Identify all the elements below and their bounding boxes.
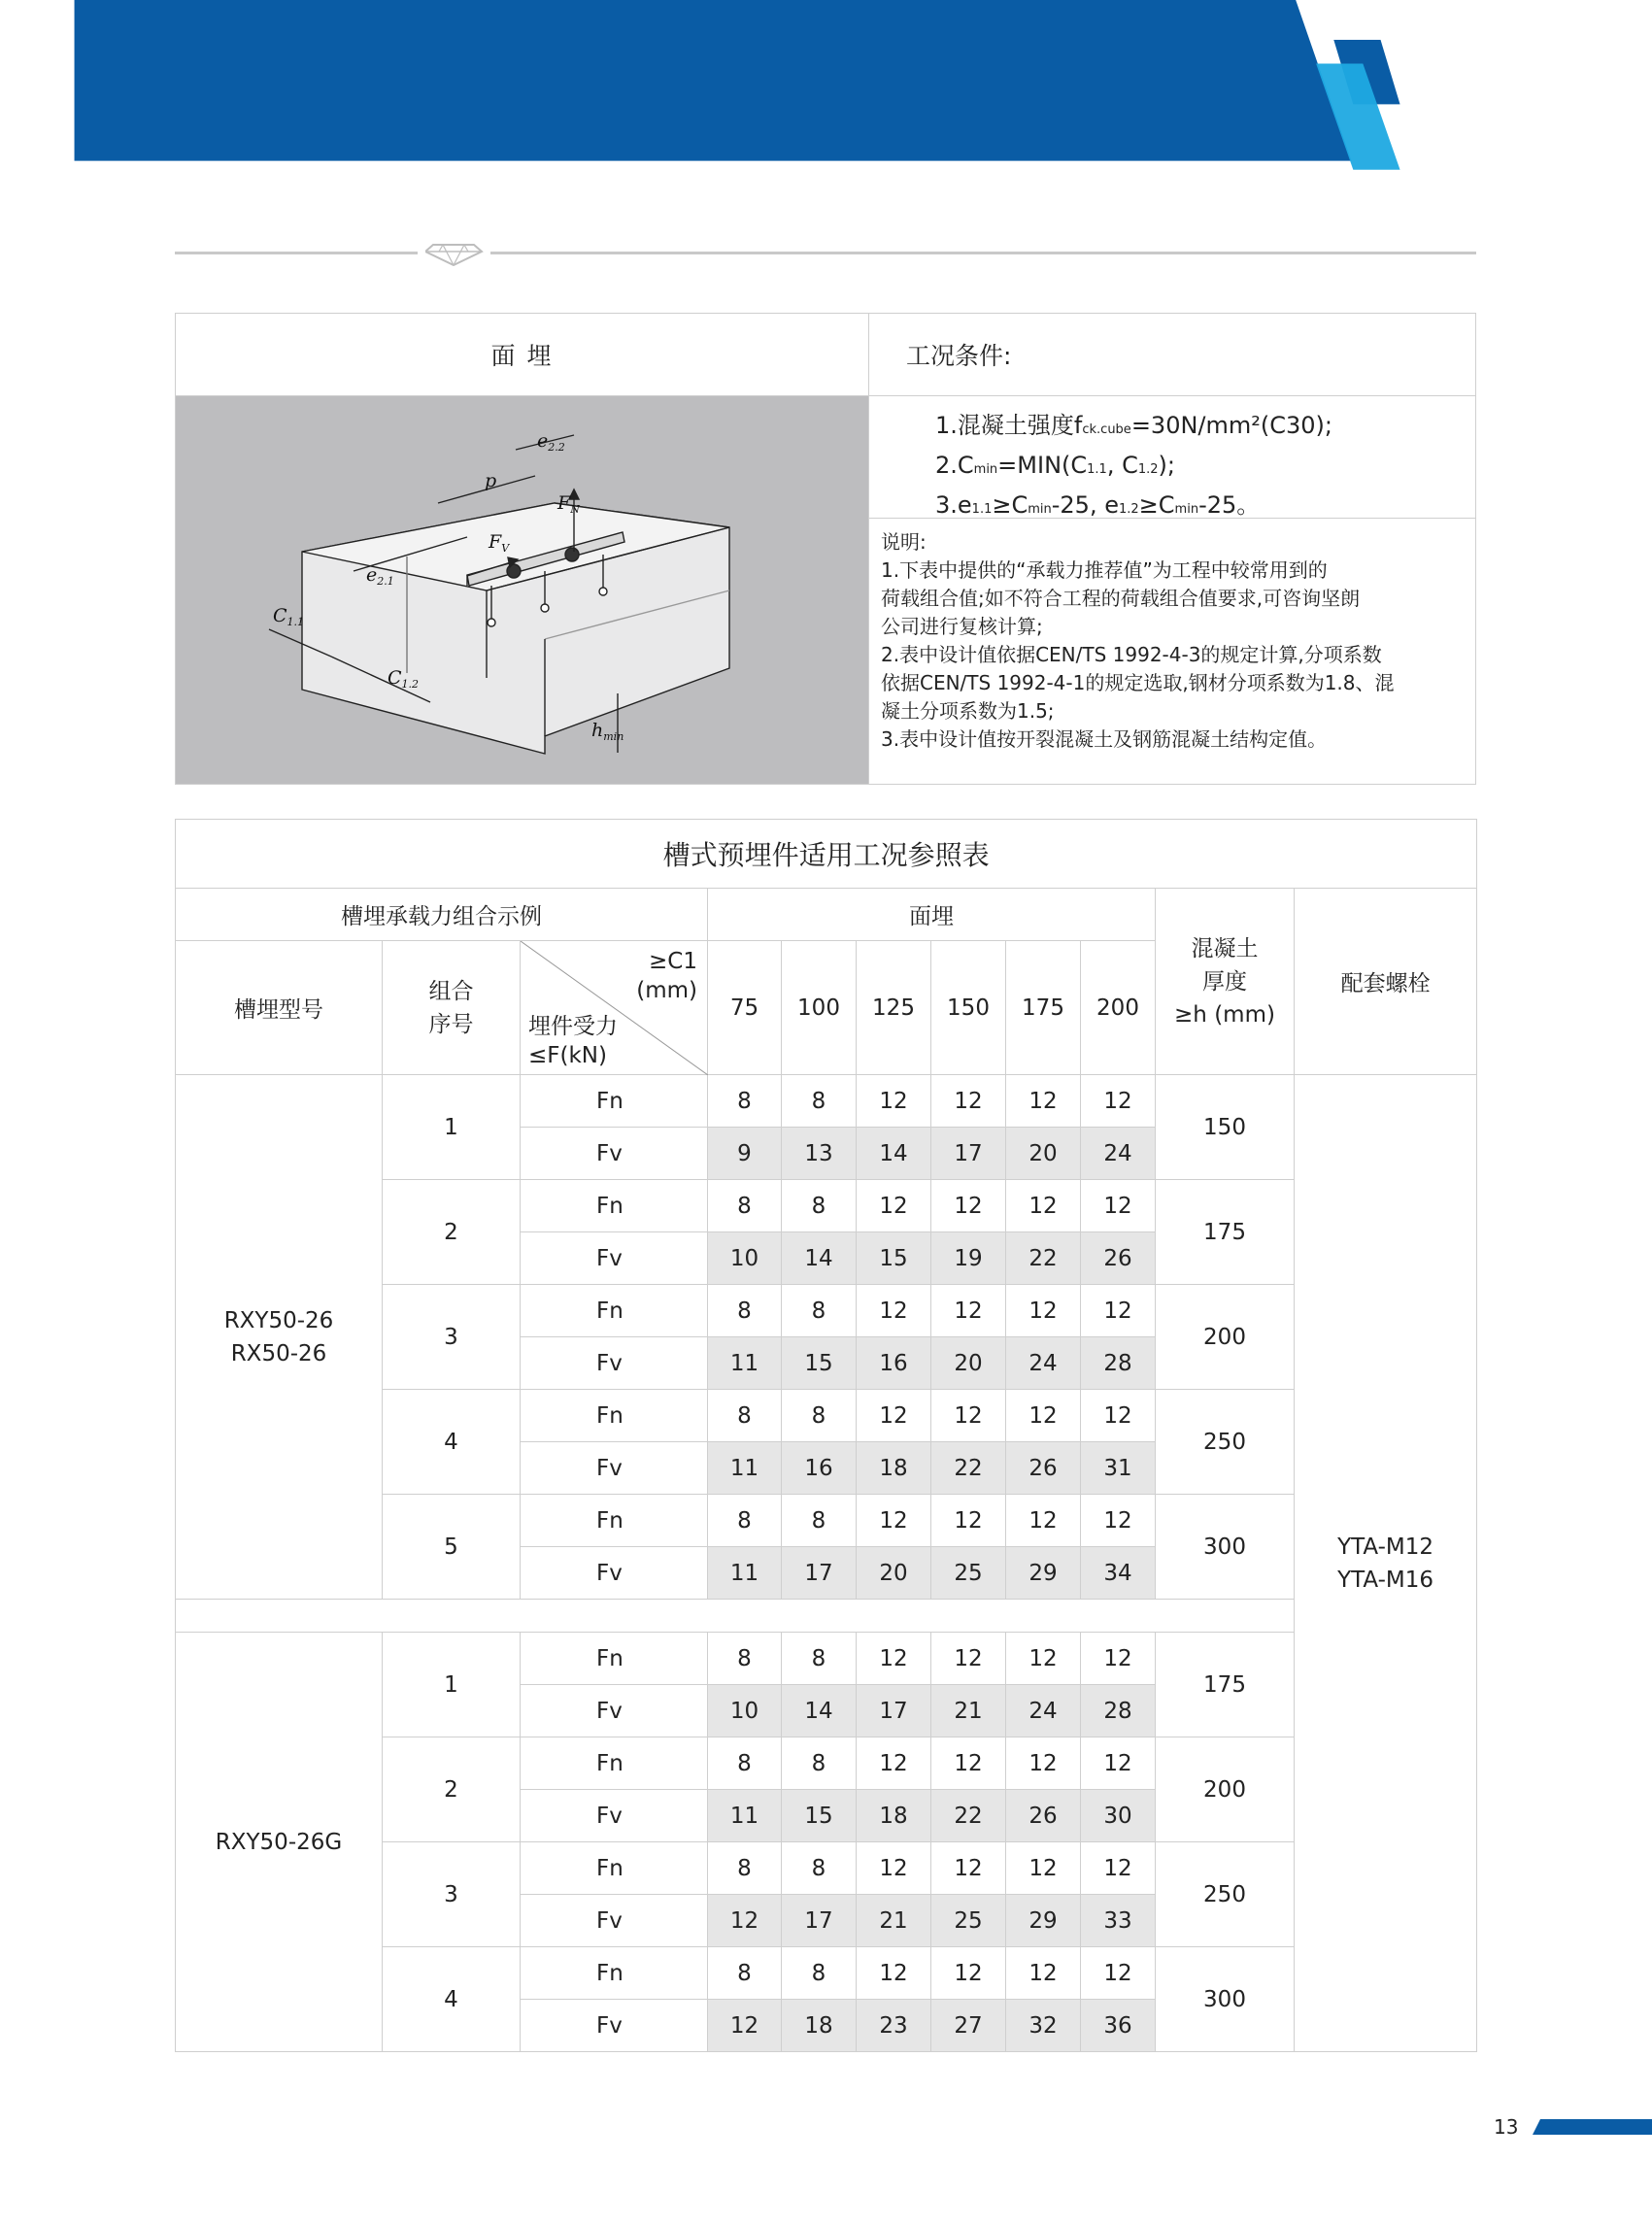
diamond-icon [425,241,484,266]
fn-value-cell: 12 [1006,1180,1081,1232]
combo-no-cell: 4 [383,1390,521,1495]
fn-label-cell: Fn [521,1842,708,1895]
fn-value-cell: 12 [931,1633,1006,1685]
fn-value-cell: 12 [1006,1947,1081,2000]
fn-value-cell: 8 [782,1285,857,1337]
fv-value-cell: 14 [782,1232,857,1285]
section-divider [175,241,1476,264]
fv-label-cell: Fv [521,1685,708,1737]
conditions-title: 工况条件: [869,314,1475,396]
c12-label: $C_{1.2}$ [388,667,420,691]
fn-value-cell: 8 [708,1842,782,1895]
concrete-thickness-cell: 150 [1156,1075,1295,1180]
fn-value-cell: 12 [931,1842,1006,1895]
fn-value-cell: 12 [931,1947,1006,2000]
fv-label-cell: Fv [521,1895,708,1947]
fn-value-cell: 12 [857,1075,931,1128]
fn-value-cell: 8 [782,1180,857,1232]
fn-value-cell: 12 [1006,1842,1081,1895]
fn-value-cell: 12 [1006,1285,1081,1337]
concrete-thickness-cell: 200 [1156,1737,1295,1842]
fn-value-cell: 8 [782,1075,857,1128]
fn-value-cell: 8 [782,1947,857,2000]
fv-value-cell: 28 [1081,1337,1156,1390]
model-name: RXY50-26G [215,1829,343,1855]
hmin-label: $h_{min}$ [591,720,624,743]
header-c1-value: 200 [1081,941,1156,1075]
fn-value-cell: 12 [1081,1842,1156,1895]
header-c1-unit: (mm) [636,978,697,1003]
header-c1-value: 175 [1006,941,1081,1075]
header-c1-value: 100 [782,941,857,1075]
fn-value-cell: 12 [1081,1180,1156,1232]
fn-label: $F_N$ [557,492,580,516]
fn-value-cell: 12 [1081,1285,1156,1337]
combo-no-cell: 1 [383,1633,521,1737]
table-row [176,1075,1477,1128]
concrete-thickness-cell: 250 [1156,1842,1295,1947]
header-diagonal-cell [521,941,708,1075]
concrete-thickness-cell: 200 [1156,1285,1295,1390]
fv-value-cell: 12 [708,1895,782,1947]
fv-value-cell: 32 [1006,2000,1081,2052]
header-force: 埋件受力 [528,1014,618,1039]
notes [869,519,1475,784]
group-spacer-row [176,1600,1477,1633]
fv-label-cell: Fv [521,1790,708,1842]
bolt-name: YTA-M12 [1337,1534,1434,1560]
table-row [176,1633,1477,1685]
fn-value-cell: 12 [931,1285,1006,1337]
fv-value-cell: 10 [708,1232,782,1285]
header-c1: ≥C1 [649,949,697,974]
header-concrete-thickness: 混凝土 厚度 ≥h (mm) [1156,889,1295,1075]
note-line: 1.下表中提供的“承载力推荐值”为工程中较常用到的 [881,558,1328,582]
header-c1-value: 150 [931,941,1006,1075]
fv-value-cell: 11 [708,1790,782,1842]
install-type-title: 面 埋 [176,314,869,396]
note-line: 凝土分项系数为1.5; [881,699,1055,723]
fn-value-cell: 12 [931,1737,1006,1790]
fv-value-cell: 14 [857,1128,931,1180]
fv-value-cell: 30 [1081,1790,1156,1842]
fv-value-cell: 12 [708,2000,782,2052]
fn-label-cell: Fn [521,1285,708,1337]
fn-value-cell: 12 [1081,1495,1156,1547]
fv-value-cell: 17 [931,1128,1006,1180]
fv-value-cell: 11 [708,1337,782,1390]
concrete-thickness-cell: 175 [1156,1633,1295,1737]
fn-value-cell: 12 [857,1737,931,1790]
fv-value-cell: 13 [782,1128,857,1180]
fn-label-cell: Fn [521,1495,708,1547]
fv-value-cell: 29 [1006,1547,1081,1600]
installation-diagram [176,396,869,784]
fv-value-cell: 20 [931,1337,1006,1390]
fv-value-cell: 9 [708,1128,782,1180]
fn-value-cell: 8 [782,1633,857,1685]
fn-value-cell: 12 [857,1390,931,1442]
fv-value-cell: 33 [1081,1895,1156,1947]
fv-value-cell: 24 [1006,1337,1081,1390]
fn-value-cell: 8 [708,1633,782,1685]
fv-label-cell: Fv [521,2000,708,2052]
fv-value-cell: 23 [857,2000,931,2052]
anchor-channel-drawing [176,396,867,784]
fv-value-cell: 11 [708,1547,782,1600]
fn-value-cell: 12 [857,1633,931,1685]
combo-no-cell: 5 [383,1495,521,1600]
fv-value-cell: 31 [1081,1442,1156,1495]
combo-no-cell: 2 [383,1180,521,1285]
concrete-thickness-cell: 300 [1156,1495,1295,1600]
combo-no-cell: 1 [383,1075,521,1180]
combo-no-cell: 2 [383,1737,521,1842]
e22-label: $e_{2.2}$ [537,430,565,454]
fn-value-cell: 12 [931,1495,1006,1547]
header-force-unit: ≤F(kN) [528,1043,607,1068]
model-cell [176,1633,383,2052]
fn-value-cell: 8 [782,1737,857,1790]
combo-no-cell: 4 [383,1947,521,2052]
header-c1-value: 75 [708,941,782,1075]
fv-value-cell: 15 [782,1790,857,1842]
note-line: 依据CEN/TS 1992-4-1的规定选取,钢材分项系数为1.8、混 [881,671,1395,694]
fn-value-cell: 12 [931,1180,1006,1232]
table-caption: 槽式预埋件适用工况参照表 [176,820,1477,889]
fn-value-cell: 12 [1081,1390,1156,1442]
fn-value-cell: 12 [857,1495,931,1547]
fn-value-cell: 8 [708,1180,782,1232]
fn-value-cell: 8 [708,1390,782,1442]
concrete-thickness-cell: 175 [1156,1180,1295,1285]
header-bolt: 配套螺栓 [1295,889,1477,1075]
e21-label: $e_{2.1}$ [366,564,394,588]
fv-value-cell: 22 [931,1790,1006,1842]
fn-value-cell: 12 [1081,1737,1156,1790]
fv-value-cell: 26 [1006,1790,1081,1842]
fv-label: $F_V$ [489,531,510,555]
fn-label-cell: Fn [521,1737,708,1790]
fn-value-cell: 12 [1081,1075,1156,1128]
fv-value-cell: 29 [1006,1895,1081,1947]
fv-value-cell: 10 [708,1685,782,1737]
condition-3: 3.e1.1≥Cmin-25, e1.2≥Cmin-25。 [935,491,1261,519]
fv-value-cell: 20 [1006,1128,1081,1180]
fn-value-cell: 12 [857,1285,931,1337]
fv-label-cell: Fv [521,1337,708,1390]
fv-value-cell: 21 [857,1895,931,1947]
fn-value-cell: 8 [708,1947,782,2000]
fv-value-cell: 24 [1006,1685,1081,1737]
fv-value-cell: 28 [1081,1685,1156,1737]
footer-bar [1533,2119,1652,2135]
fv-value-cell: 36 [1081,2000,1156,2052]
fv-value-cell: 19 [931,1232,1006,1285]
p-label: p [485,470,497,491]
page-footer [0,2115,1652,2144]
model-cell [176,1075,383,1600]
fv-value-cell: 18 [857,1790,931,1842]
fv-value-cell: 18 [857,1442,931,1495]
bolt-name: YTA-M16 [1337,1567,1434,1593]
fn-value-cell: 8 [708,1495,782,1547]
fn-value-cell: 8 [708,1075,782,1128]
fv-value-cell: 18 [782,2000,857,2052]
fn-value-cell: 12 [1006,1737,1081,1790]
fn-value-cell: 8 [782,1842,857,1895]
header-combo-example: 槽埋承载力组合示例 [176,889,708,941]
conditions-list [869,396,1475,519]
fn-label-cell: Fn [521,1390,708,1442]
fv-value-cell: 22 [931,1442,1006,1495]
fn-label-cell: Fn [521,1075,708,1128]
fv-value-cell: 24 [1081,1128,1156,1180]
header-surface: 面埋 [708,889,1156,941]
bolt-cell [1295,1075,1477,2052]
note-line: 3.表中设计值按开裂混凝土及钢筋混凝土结构定值。 [881,727,1328,751]
fn-label-cell: Fn [521,1633,708,1685]
group-spacer [176,1600,1295,1633]
concrete-thickness-cell: 300 [1156,1947,1295,2052]
fv-value-cell: 11 [708,1442,782,1495]
fn-value-cell: 8 [708,1737,782,1790]
fn-value-cell: 12 [857,1842,931,1895]
fn-value-cell: 12 [1006,1495,1081,1547]
fv-value-cell: 25 [931,1547,1006,1600]
fv-value-cell: 26 [1081,1232,1156,1285]
fv-value-cell: 16 [857,1337,931,1390]
fv-value-cell: 34 [1081,1547,1156,1600]
fn-value-cell: 12 [1006,1390,1081,1442]
fv-value-cell: 16 [782,1442,857,1495]
fv-value-cell: 21 [931,1685,1006,1737]
header-model: 槽埋型号 [176,941,383,1075]
fv-label-cell: Fv [521,1442,708,1495]
fv-value-cell: 15 [857,1232,931,1285]
note-line: 荷载组合值;如不符合工程的荷载组合值要求,可咨询坚朗 [881,587,1361,610]
header-c1-value: 125 [857,941,931,1075]
model-name: RX50-26 [230,1340,327,1366]
fv-value-cell: 14 [782,1685,857,1737]
fn-value-cell: 12 [931,1075,1006,1128]
condition-2: 2.Cmin=MIN(C1.1, C1.2); [935,452,1175,479]
installation-info-panel [175,313,1476,785]
fn-value-cell: 8 [782,1495,857,1547]
fv-value-cell: 25 [931,1895,1006,1947]
header-band [0,0,1652,177]
fn-value-cell: 12 [1006,1075,1081,1128]
fv-value-cell: 26 [1006,1442,1081,1495]
concrete-thickness-cell: 250 [1156,1390,1295,1495]
fn-value-cell: 12 [1081,1633,1156,1685]
model-name: RXY50-26 [223,1307,334,1333]
fv-value-cell: 15 [782,1337,857,1390]
fv-value-cell: 22 [1006,1232,1081,1285]
fn-label-cell: Fn [521,1180,708,1232]
fn-value-cell: 12 [857,1947,931,2000]
note-line: 说明: [881,530,927,554]
fv-label-cell: Fv [521,1547,708,1600]
c11-label: $C_{1.1}$ [273,605,305,628]
combo-no-cell: 3 [383,1842,521,1947]
header-combo-no: 组合 序号 [383,941,521,1075]
condition-1: 1.混凝土强度fck.cube=30N/mm²(C30); [935,412,1332,439]
note-line: 2.表中设计值依据CEN/TS 1992-4-3的规定计算,分项系数 [881,643,1382,666]
fv-value-cell: 17 [782,1895,857,1947]
fn-value-cell: 8 [782,1390,857,1442]
combo-no-cell: 3 [383,1285,521,1390]
fn-value-cell: 12 [857,1180,931,1232]
fv-value-cell: 17 [857,1685,931,1737]
fn-value-cell: 12 [931,1390,1006,1442]
fv-value-cell: 27 [931,2000,1006,2052]
fn-value-cell: 8 [708,1285,782,1337]
fv-value-cell: 20 [857,1547,931,1600]
fn-value-cell: 12 [1081,1947,1156,2000]
page-number: 13 [1494,2115,1519,2139]
fv-label-cell: Fv [521,1128,708,1180]
reference-table [175,819,1477,2052]
note-line: 公司进行复核计算; [881,615,1043,638]
fn-value-cell: 12 [1006,1633,1081,1685]
fv-value-cell: 17 [782,1547,857,1600]
fn-label-cell: Fn [521,1947,708,2000]
fv-label-cell: Fv [521,1232,708,1285]
